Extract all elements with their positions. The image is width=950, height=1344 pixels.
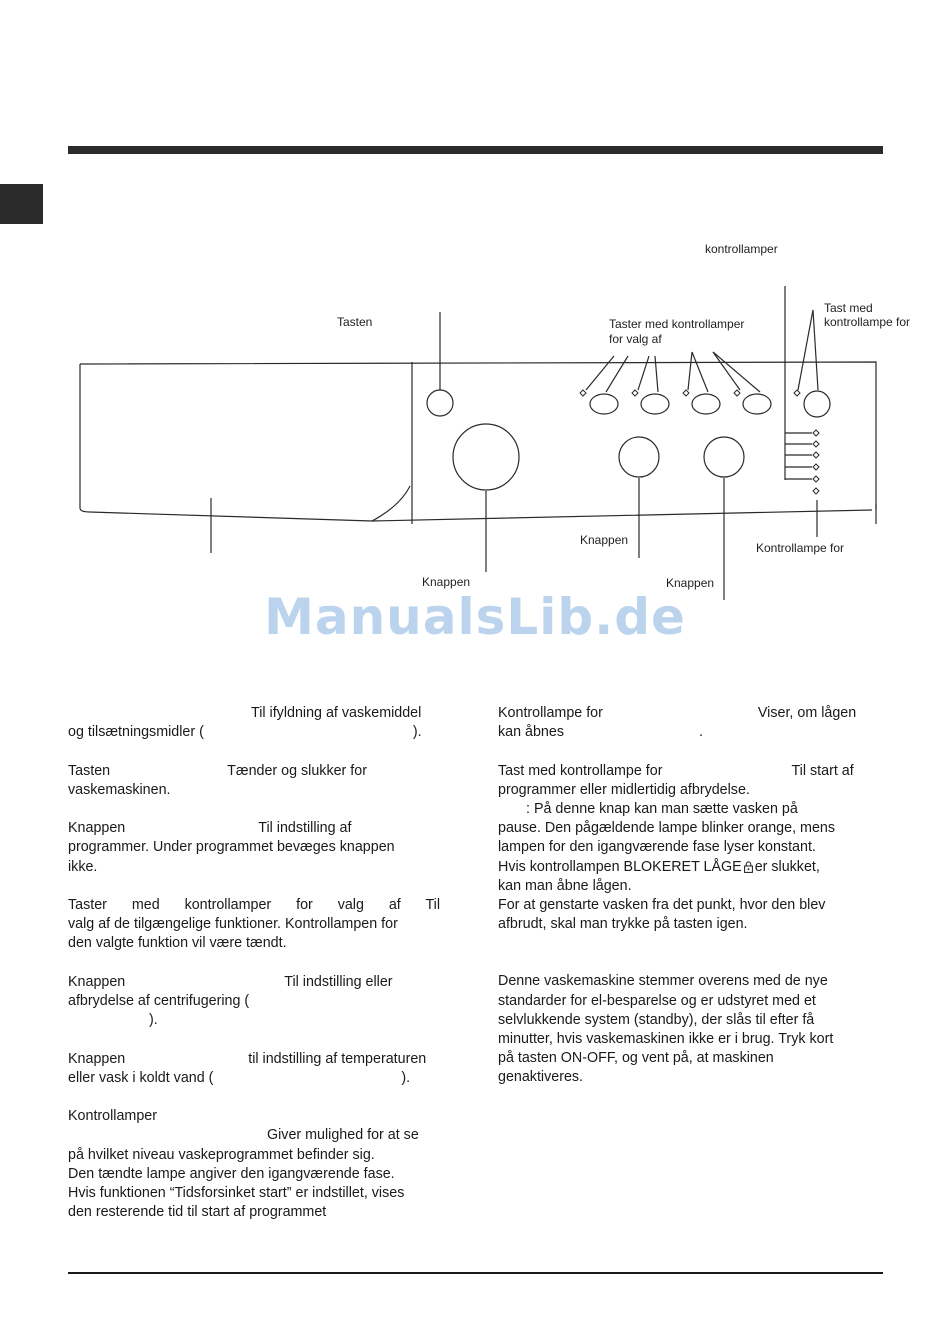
lock-icon xyxy=(744,861,753,873)
label-tast-line2: kontrollampe for xyxy=(824,315,911,329)
option-button-3 xyxy=(692,394,720,414)
temperature-knob xyxy=(704,437,744,477)
start-pause-button xyxy=(804,391,830,417)
phase-lamp-3 xyxy=(813,452,819,458)
option-button-4 xyxy=(743,394,771,414)
on-off-button xyxy=(427,390,453,416)
paragraph-phase-lamps: Kontrollamper Giver mulighed for at se på hvilket niveau vaskeprogrammet befinder sig. Den tændte lampe angiver den igangværende fase. Hvis funktionen “Tidsforsinket start” er indstillet, vises den resterende tid til start af programmet xyxy=(68,1108,419,1221)
label-knappen-temp: Knappen xyxy=(666,576,715,590)
label-taster-line1: Taster med kontrollamper xyxy=(609,317,745,331)
spin-knob xyxy=(619,437,659,477)
option-lamp-1 xyxy=(580,390,586,396)
label-taster-line2: for valg af xyxy=(609,332,662,346)
option-button-1 xyxy=(590,394,618,414)
paragraph-temperature-knob: Knappen til indstilling af temperaturen eller vask i koldt vand ( ). xyxy=(68,1050,427,1086)
paragraph-detergent: Til ifyldning af vaskemiddel og tilsætningsmidler ( ). xyxy=(68,705,422,741)
paragraph-on-off: Tasten Tænder og slukker for vaskemaskinen. xyxy=(68,762,367,798)
paragraph-spin-knob: Knappen Til indstilling eller afbrydelse af centrifugering ( ). xyxy=(68,973,393,1029)
door-lock-lamp xyxy=(813,488,819,494)
label-tast-line1: Tast med xyxy=(824,301,873,315)
paragraph-start-pause: Tast med kontrollampe for Til start af programmer eller midlertidig afbrydelse. : På denne knap kan man sætte vasken på pause. Den pågældende lampe blinker orange, mens lampen for den igangværende fase lyser konstant. Hvis kontrollampen BLOKERET LÅGE er slukket, kan man åbne lågen. For at genstarte vasken fra det punkt, hvor den blev afbrudt, skal man trykke på tasten igen. xyxy=(498,762,854,933)
watermark: ManualsLib.de xyxy=(264,588,686,646)
control-panel-diagram xyxy=(0,0,950,650)
label-kontrollampe-for: Kontrollampe for xyxy=(756,541,845,555)
footer-rule xyxy=(68,1272,883,1274)
label-tasten: Tasten xyxy=(337,315,373,329)
phase-lamp-4 xyxy=(813,464,819,470)
label-knappen-spin: Knappen xyxy=(580,533,629,547)
left-column xyxy=(68,704,440,1222)
paragraph-program-knob: Knappen Til indstilling af programmer. Under programmet bevæges knappen ikke. xyxy=(68,820,395,875)
phase-lamp-2 xyxy=(813,441,819,447)
drawer-curve xyxy=(372,486,410,521)
panel-outline xyxy=(80,364,872,521)
paragraph-standby: Denne vaskemaskine stemmer overens med de nye standarder for el-besparelse og er udstyret med et selvlukkende system (standby), der slås til efter få minutter, hvis vaskemaskinen ikke er i brug. Tryk kort på tasten ON-OFF, og vent på, at maskinen genaktiveres. xyxy=(498,973,834,1086)
paragraph-door-lamp: Kontrollampe for Viser, om lågen kan åbnes . xyxy=(498,705,857,741)
option-button-2 xyxy=(641,394,669,414)
label-knappen-program: Knappen xyxy=(422,575,471,589)
phase-lamp-5 xyxy=(813,476,819,482)
phase-lamp-1 xyxy=(813,430,819,436)
start-lamp xyxy=(794,390,800,396)
option-lamp-3 xyxy=(683,390,689,396)
label-kontrollamper: kontrollamper xyxy=(705,242,778,256)
program-knob xyxy=(453,424,519,490)
panel-top-edge xyxy=(80,362,876,510)
option-lamp-4 xyxy=(734,390,740,396)
paragraph-option-buttons: Taster med kontrollamper for valg af Til valg af de tilgængelige funktioner. Kontrollampen for den valgte funktion vil være tændt. xyxy=(68,896,440,952)
option-lamp-2 xyxy=(632,390,638,396)
right-column xyxy=(498,704,883,1088)
